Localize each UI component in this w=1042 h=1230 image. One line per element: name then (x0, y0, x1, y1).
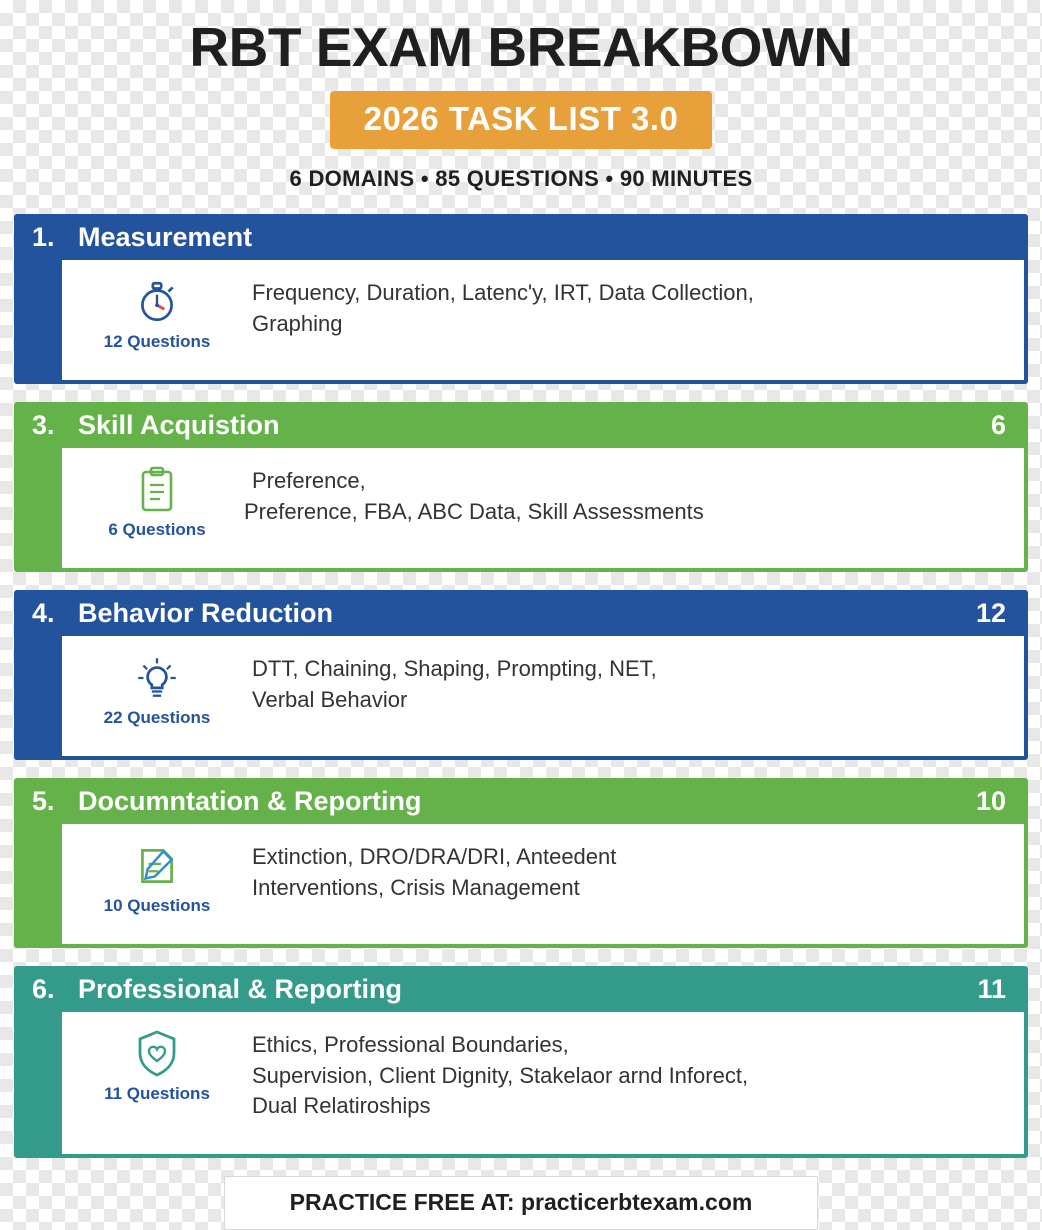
domain-name: Professional & Reporting (78, 973, 403, 1004)
domain-row (14, 778, 1028, 948)
topic-line: Supervision, Client Dignity, Stakelaor arnd Inforect, (252, 1062, 749, 1088)
domain-icon-column (62, 460, 252, 540)
domain-number: 4. (32, 597, 55, 628)
domain-count: 12 (975, 597, 1006, 628)
domain-header (14, 778, 1028, 824)
domain-header (14, 214, 1028, 260)
domain-topics (252, 272, 1024, 339)
question-count: 22 Questions (103, 708, 211, 728)
domain-row (14, 402, 1028, 572)
stopwatch-icon (62, 276, 252, 328)
domain-icon-column (62, 1024, 252, 1104)
domain-icon-column (62, 836, 252, 916)
domain-topics (252, 648, 1024, 715)
domain-count: 6 (990, 409, 1006, 440)
domain-header (14, 590, 1028, 636)
footer-label: PRACTICE FREE AT: (289, 1189, 521, 1216)
topic-line: Extinction, DRO/DRA/DRI, Anteedent (252, 844, 617, 870)
domain-header (14, 966, 1028, 1012)
domain-number: 3. (32, 409, 55, 440)
domain-number: 1. (32, 221, 55, 252)
topic-line: DTT, Chaining, Shaping, Prompting, NET, (252, 656, 657, 682)
domain-row (14, 590, 1028, 760)
notepad-pencil-icon (62, 840, 252, 892)
domain-icon-column (62, 272, 252, 352)
domain-name: Measurement (78, 221, 253, 252)
domain-body (62, 824, 1024, 944)
domain-body (62, 636, 1024, 756)
lightbulb-icon (62, 652, 252, 704)
exam-stats: 6 DOMAINS • 85 QUESTIONS • 90 MINUTES (289, 166, 753, 192)
page-title: RBT EXAM BREAKBOWN (189, 16, 853, 78)
topic-line: Ethics, Professional Boundaries, (252, 1032, 569, 1058)
domain-body (62, 260, 1024, 380)
domain-list (0, 214, 1042, 1158)
domain-row (14, 214, 1028, 384)
domain-topics (252, 836, 1024, 903)
domain-topics (252, 1024, 1024, 1121)
shield-heart-icon (62, 1028, 252, 1080)
topic-line: Dual Relatiroships (252, 1093, 431, 1119)
footer-site-url[interactable]: practicerbtexam.com (520, 1189, 753, 1216)
domain-name: Documntation & Reporting (78, 785, 422, 816)
question-count: 10 Questions (103, 896, 211, 916)
domain-icon-column (62, 648, 252, 728)
domain-row (14, 966, 1028, 1158)
question-count: 11 Questions (104, 1084, 210, 1104)
topic-line: Preference, (252, 468, 366, 494)
topic-line: Verbal Behavior (252, 686, 408, 712)
domain-number: 6. (32, 973, 55, 1004)
topic-line: Preference, FBA, ABC Data, Skill Assessments (244, 498, 704, 524)
domain-body (62, 448, 1024, 568)
topic-line: Frequency, Duration, Latenc'y, IRT, Data Collection, (252, 280, 754, 306)
domain-header (14, 402, 1028, 448)
domain-name: Skill Acquistion (78, 409, 280, 440)
header (0, 0, 1042, 192)
clipboard-icon (62, 464, 252, 516)
question-count: 12 Questions (103, 332, 211, 352)
domain-count: 11 (977, 973, 1006, 1004)
domain-body (62, 1012, 1024, 1154)
topic-line: Graphing (252, 310, 343, 336)
domain-number: 5. (32, 785, 55, 816)
task-list-badge: 2026 TASK LIST 3.0 (330, 91, 713, 149)
footer-banner (224, 1176, 818, 1230)
domain-count: 10 (975, 785, 1006, 816)
domain-name: Behavior Reduction (78, 597, 334, 628)
question-count: 6 Questions (108, 520, 206, 540)
domain-topics (244, 460, 1024, 527)
topic-line: Interventions, Crisis Management (252, 874, 580, 900)
